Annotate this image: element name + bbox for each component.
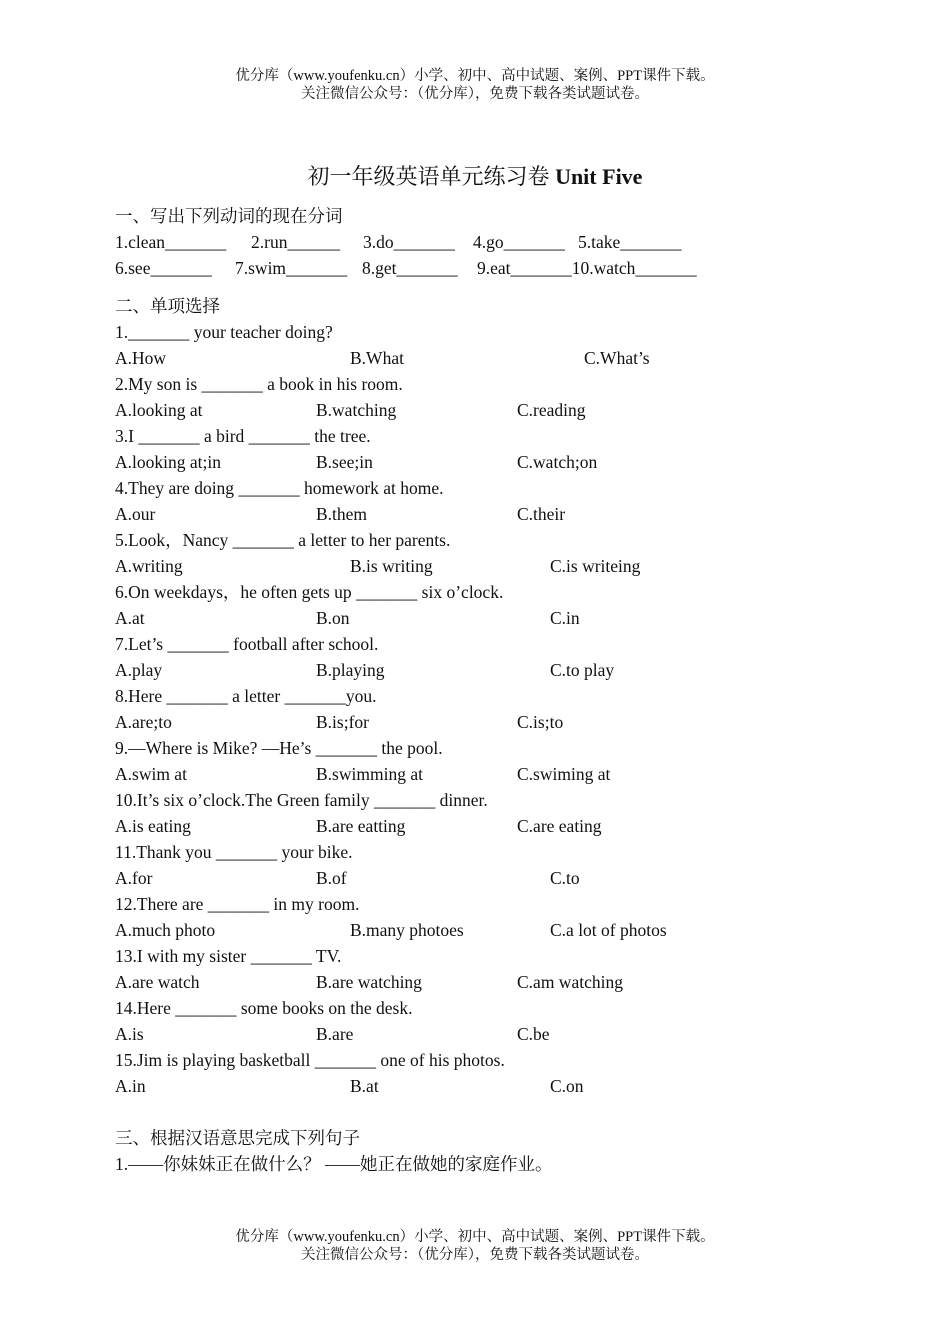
answer-options: [115, 657, 895, 683]
section1-heading: 一、写出下列动词的现在分词: [115, 206, 343, 226]
option-c: C.a lot of photos: [550, 920, 667, 940]
verb-item: 8.get_______: [362, 258, 458, 278]
footer-line-1: 优分库（www.youfenku.cn）小学、初中、高中试题、案例、PPT课件下载。: [235, 1229, 715, 1245]
option-b: B.of: [316, 868, 347, 888]
verb-item: 1.clean_______: [115, 232, 227, 252]
option-b: B.see;in: [316, 452, 373, 472]
question-stem: 11.Thank you _______ your bike.: [115, 842, 353, 862]
option-c: C.am watching: [517, 972, 623, 992]
answer-options: [115, 761, 895, 787]
option-a: A.play: [115, 660, 163, 680]
verb-item: 4.go_______: [473, 232, 565, 252]
option-b: B.them: [316, 504, 368, 524]
option-a: A.in: [115, 1076, 146, 1096]
page-footer: [0, 1228, 950, 1264]
option-b: B.What: [350, 348, 404, 368]
option-a: A.much photo: [115, 920, 216, 940]
question-stem: 2.My son is _______ a book in his room.: [115, 374, 403, 394]
answer-options: [115, 553, 895, 579]
option-c: C.to play: [550, 660, 615, 680]
answer-options: [115, 501, 895, 527]
answer-options: [115, 709, 895, 735]
question-stem: 12.There are _______ in my room.: [115, 894, 360, 914]
verb-item: 6.see_______: [115, 258, 212, 278]
question-stem: 8.Here _______ a letter _______you.: [115, 686, 377, 706]
option-b: B.swimming at: [316, 764, 423, 784]
question-stem: 14.Here _______ some books on the desk.: [115, 998, 413, 1018]
question-stem: 7.Let’s _______ football after school.: [115, 634, 379, 654]
question-stem: 15.Jim is playing basketball _______ one of his photos.: [115, 1050, 505, 1070]
option-a: A.are;to: [115, 712, 172, 732]
verb-row-2: [115, 255, 895, 281]
option-a: A.at: [115, 608, 145, 628]
option-b: B.at: [350, 1076, 379, 1096]
option-a: A.looking at: [115, 400, 203, 420]
question-stem: 10.It’s six o’clock.The Green family _______ dinner.: [115, 790, 488, 810]
option-b: B.are watching: [316, 972, 422, 992]
option-a: A.for: [115, 868, 153, 888]
section2-heading: 二、单项选择: [115, 296, 220, 316]
answer-options: [115, 865, 895, 891]
answer-options: [115, 1073, 895, 1099]
option-a: A.How: [115, 348, 167, 368]
verb-item: 3.do_______: [363, 232, 455, 252]
answer-options: [115, 813, 895, 839]
option-b: B.is;for: [316, 712, 369, 732]
page-header: [0, 67, 950, 103]
option-b: B.on: [316, 608, 350, 628]
question-stem: 1._______ your teacher doing?: [115, 322, 333, 342]
question-stem: 13.I with my sister _______ TV.: [115, 946, 342, 966]
answer-options: [115, 449, 895, 475]
answer-options: [115, 1021, 895, 1047]
question-stem: 3.I _______ a bird _______ the tree.: [115, 426, 371, 446]
option-c: C.watch;on: [517, 452, 598, 472]
question-stem: 9.—Where is Mike? —He’s _______ the pool.: [115, 738, 443, 758]
option-a: A.writing: [115, 556, 183, 576]
header-line-1: 优分库（www.youfenku.cn）小学、初中、高中试题、案例、PPT课件下载。: [235, 68, 715, 84]
option-a: A.our: [115, 504, 156, 524]
option-c: C.is;to: [517, 712, 564, 732]
option-c: C.to: [550, 868, 580, 888]
section3-heading: 三、根据汉语意思完成下列句子: [115, 1128, 360, 1148]
option-c: C.reading: [517, 400, 586, 420]
title-english: Unit Five: [555, 164, 643, 189]
verb-row-1: [115, 229, 895, 255]
option-b: B.watching: [316, 400, 397, 420]
option-c: C.are eating: [517, 816, 602, 836]
answer-options: [115, 397, 895, 423]
option-c: C.their: [517, 504, 566, 524]
option-a: A.looking at;in: [115, 452, 221, 472]
option-a: A.is: [115, 1024, 144, 1044]
option-a: A.are watch: [115, 972, 200, 992]
footer-line-2: 关注微信公众号：（优分库），免费下载各类试题试卷。: [301, 1247, 649, 1263]
option-a: A.swim at: [115, 764, 187, 784]
translation-item: 1.——你妹妹正在做什么？ ——她正在做她的家庭作业。: [115, 1154, 553, 1174]
option-c: C.in: [550, 608, 580, 628]
verb-item: 7.swim_______: [235, 258, 348, 278]
option-b: B.many photoes: [350, 920, 464, 940]
option-a: A.is eating: [115, 816, 191, 836]
option-c: C.on: [550, 1076, 584, 1096]
question-stem: 6.On weekdays，he often gets up _______ six o’clock.: [115, 582, 504, 602]
question-list: [115, 319, 895, 1099]
verb-item: 2.run______: [251, 232, 340, 252]
header-line-2: 关注微信公众号：（优分库），免费下载各类试题试卷。: [301, 86, 649, 102]
title-chinese: 初一年级英语单元练习卷: [307, 164, 556, 189]
answer-options: [115, 917, 895, 943]
option-c: C.is writeing: [550, 556, 641, 576]
question-stem: 4.They are doing _______ homework at home.: [115, 478, 444, 498]
option-b: B.are eatting: [316, 816, 406, 836]
option-b: B.playing: [316, 660, 385, 680]
option-c: C.What’s: [584, 348, 650, 368]
question-stem: 5.Look，Nancy _______ a letter to her parents.: [115, 530, 451, 550]
answer-options: [115, 969, 895, 995]
answer-options: [115, 605, 895, 631]
verb-item: 5.take_______: [578, 232, 682, 252]
option-b: B.is writing: [350, 556, 433, 576]
option-c: C.swiming at: [517, 764, 611, 784]
verb-item: 9.eat_______10.watch_______: [477, 258, 697, 278]
option-c: C.be: [517, 1024, 550, 1044]
worksheet-content: [115, 203, 895, 1177]
option-b: B.are: [316, 1024, 354, 1044]
answer-options: [115, 345, 895, 371]
page-title: [0, 162, 950, 192]
